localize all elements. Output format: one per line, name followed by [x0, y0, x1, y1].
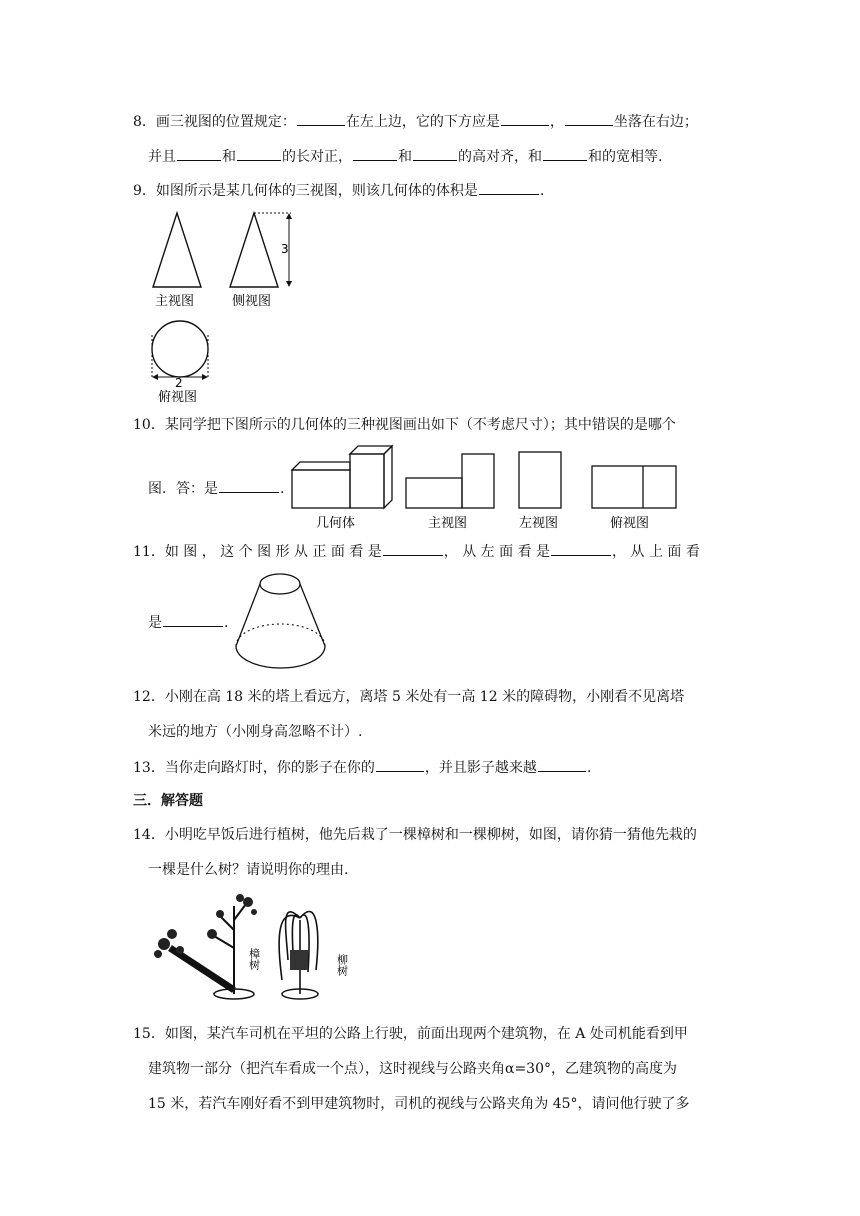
q8-number: 8． — [133, 114, 156, 130]
camphor-tree-label: 樟树 — [247, 948, 261, 970]
left-view-drawing — [519, 452, 561, 508]
q8-line-1 — [133, 111, 698, 132]
arrow-head — [202, 374, 208, 380]
q14-line-1 — [133, 825, 697, 845]
q9-three-view-figure — [146, 205, 296, 405]
q15-text: 15 米，若汽车刚好看不到甲建筑物时，司机的视线与公路夹角为 45°，请问他行驶了多 — [148, 1096, 690, 1112]
answer-blank[interactable] — [376, 757, 424, 772]
q10-number: 10． — [133, 417, 165, 433]
front-view-label: 主视图 — [155, 294, 195, 309]
section-heading: 三．解答题 — [133, 793, 203, 809]
q8-text: 的长对正， — [282, 149, 352, 165]
q10-answer-line — [148, 478, 284, 499]
q14-text: 一棵是什么树？请说明你的理由. — [148, 862, 349, 878]
answer-blank[interactable] — [501, 111, 549, 126]
side-view-label: 侧视图 — [232, 294, 272, 309]
arrow-head — [286, 281, 292, 287]
willow-pot — [290, 950, 308, 970]
q14-trees-figure — [150, 890, 360, 1005]
q9-text: 如图所示是某几何体的三视图，则该几何体的体积是 — [155, 183, 478, 199]
q13-question — [133, 757, 591, 778]
q11-line-2 — [148, 612, 228, 633]
q8-text: 坐落在右边； — [613, 114, 698, 130]
front-view-label: 主视图 — [428, 516, 468, 531]
height-value: 3 — [281, 242, 289, 256]
q14-number: 14． — [133, 827, 165, 843]
front-view-triangle — [153, 213, 201, 287]
diameter-value: 2 — [175, 376, 183, 390]
top-view-circle — [152, 321, 208, 377]
q15-line-1 — [133, 1024, 688, 1044]
q13-text: 当你走向路灯时，你的影子在你的 — [164, 760, 375, 776]
geometric-solid — [292, 446, 392, 508]
answer-blank[interactable] — [353, 146, 397, 161]
arrow-head — [152, 374, 158, 380]
q12-text: 米远的地方（小刚身高忽略不计）. — [148, 724, 363, 740]
q8-text: 在左上边，它的下方应是 — [345, 114, 500, 130]
answer-blank[interactable] — [565, 111, 613, 126]
q13-text: . — [586, 760, 592, 776]
answer-blank[interactable] — [219, 478, 279, 493]
q11-text: 如 图 ， 这 个 图 形 从 正 面 看 是 — [164, 544, 382, 560]
q11-line-1 — [133, 541, 700, 562]
left-view-label: 左视图 — [519, 516, 559, 531]
q15-line-2 — [148, 1059, 677, 1079]
answer-blank[interactable] — [297, 111, 345, 126]
q10-text: 某同学把下图所示的几何体的三种视图画出如下（不考虑尺寸）；其中错误的是哪个 — [164, 417, 676, 433]
answer-blank[interactable] — [163, 612, 223, 627]
answer-blank[interactable] — [479, 180, 539, 195]
answer-blank[interactable] — [551, 541, 611, 556]
answer-blank[interactable] — [177, 146, 221, 161]
q8-text: 画三视图的位置规定： — [155, 114, 296, 130]
q8-text: 和 — [398, 149, 412, 165]
q12-text: 小刚在高 18 米的塔上看远方，离塔 5 米处有一高 12 米的障碍物，小刚看不见离塔 — [164, 689, 685, 705]
q8-text: 的高对齐，和 — [458, 149, 542, 165]
solid-label: 几何体 — [316, 516, 356, 531]
q14-text: 小明吃早饭后进行植树，他先后栽了一棵樟树和一棵柳树，如图，请你猜一猜他先栽的 — [164, 827, 697, 843]
answer-blank[interactable] — [237, 146, 281, 161]
q10-text: . — [280, 481, 285, 497]
arrow-head — [286, 213, 292, 219]
q9-text: . — [539, 183, 545, 199]
q11-text: 是 — [148, 615, 162, 631]
q15-number: 15． — [133, 1026, 165, 1042]
top-view-drawing — [592, 466, 676, 508]
camphor-tree-foliage — [154, 894, 257, 958]
answer-blank[interactable] — [538, 757, 586, 772]
q9-number: 9． — [133, 183, 156, 199]
willow-tree-label: 柳树 — [335, 954, 349, 976]
q8-line-2 — [148, 146, 662, 167]
q8-text: ， — [549, 114, 564, 130]
q8-text: 和的宽相等. — [588, 149, 663, 165]
q10-views-figure — [288, 444, 680, 534]
q13-number: 13． — [133, 760, 165, 776]
answer-blank[interactable] — [543, 146, 587, 161]
q8-text: 和 — [222, 149, 236, 165]
answer-blank[interactable] — [383, 541, 443, 556]
q15-text: 如图，某汽车司机在平坦的公路上行驶，前面出现两个建筑物，在 A 处司机能看到甲 — [164, 1026, 688, 1042]
q14-line-2 — [148, 860, 348, 880]
q10-text: 图．答：是 — [148, 481, 218, 497]
q11-text: . — [224, 615, 229, 631]
answer-blank[interactable] — [413, 146, 457, 161]
q11-text: ， 从 左 面 看 是 — [443, 544, 551, 560]
q12-line-2 — [148, 722, 362, 742]
q15-text: 建筑物一部分（把汽车看成一个点），这时视线与公路夹角α=30°，乙建筑物的高度为 — [148, 1061, 677, 1077]
q9-question — [133, 180, 544, 201]
q8-text: 并且 — [148, 149, 176, 165]
q15-line-3 — [148, 1094, 690, 1114]
q11-frustum-figure — [232, 570, 332, 674]
q12-line-1 — [133, 687, 684, 707]
q12-number: 12． — [133, 689, 165, 705]
q13-text: ，并且影子越来越 — [424, 760, 537, 776]
q10-question — [133, 415, 676, 435]
side-view-triangle — [230, 213, 278, 287]
q11-number: 11． — [133, 544, 165, 560]
front-view-drawing — [406, 454, 494, 508]
top-view-label: 俯视图 — [158, 390, 198, 405]
q11-text: ， 从 上 面 看 — [612, 544, 700, 560]
top-view-label: 俯视图 — [610, 516, 650, 531]
